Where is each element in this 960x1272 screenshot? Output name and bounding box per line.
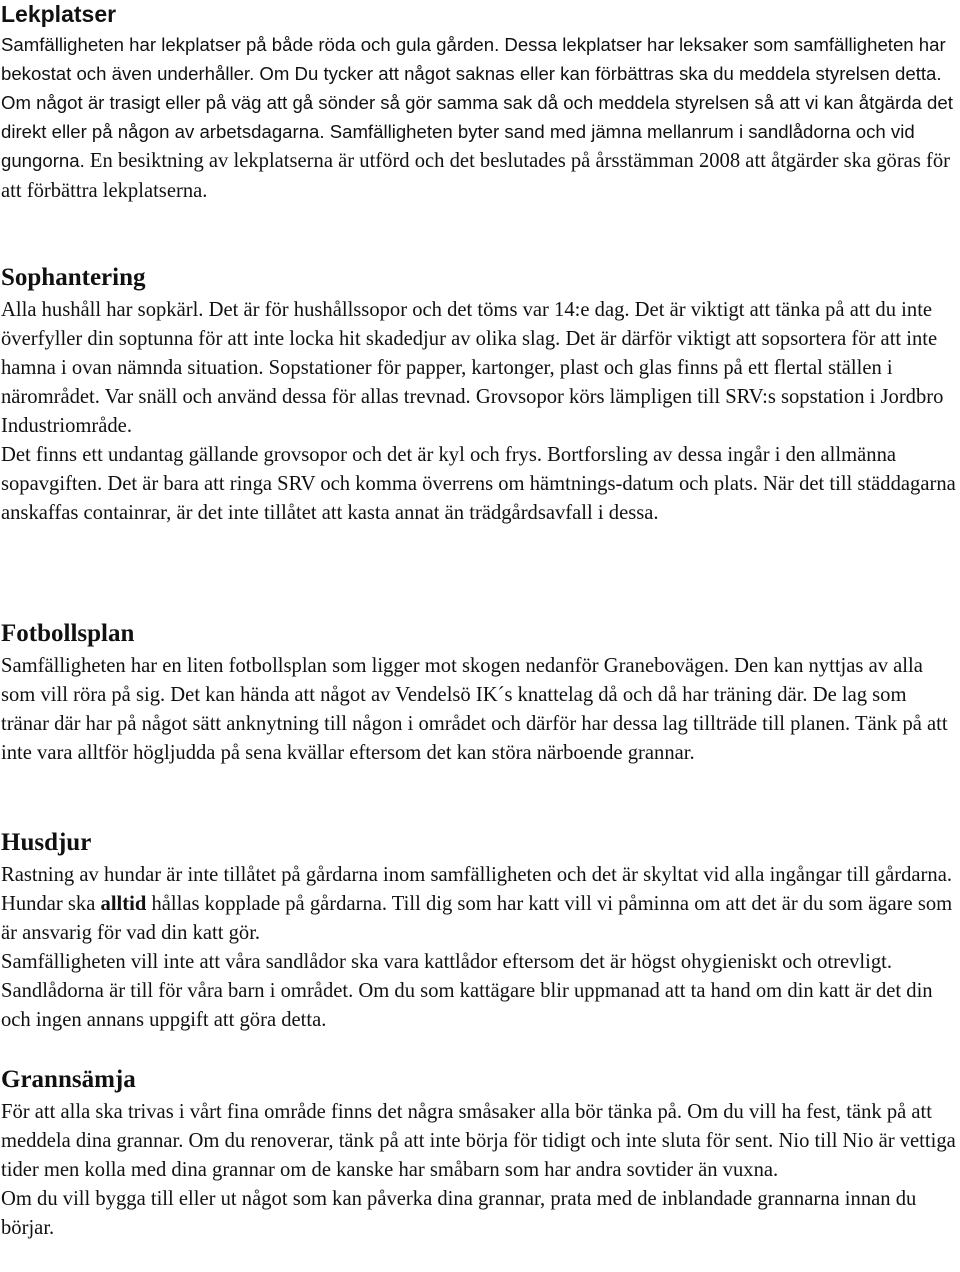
paragraph-text: hållas kopplade på gårdarna. Till dig som har katt vill vi påminna om att det är du som ägare som är ansvarig för vad din katt gör. — [1, 893, 953, 944]
section-heading: Sophantering — [1, 264, 146, 291]
section-sophantering — [1, 264, 958, 528]
section-lekplatser — [1, 0, 958, 206]
section-grannsamja — [1, 1066, 958, 1243]
section-paragraph: Det finns ett undantag gällande grovsopor och det är kyl och frys. Bortforsling av dessa ingår i den allmänna sopavgiften. Det är bara att ringa SRV och komma överrens om hämtnings-datum och plats. När det till städdagarna anskaffas containrar, är det inte tillåtet att kasta annat än trädgårdsavfall i dessa. — [1, 444, 956, 524]
section-fotbollsplan — [1, 620, 958, 768]
section-paragraph: Alla hushåll har sopkärl. Det är för hushållssopor och det töms var 14:e dag. Det är viktigt att tänka på att du inte överfyller din soptunna för att inte locka hit skadedjur av olika slag. Det är därför viktigt att sopsortera för att inte hamna i ovan nämnda situation. Sopstationer för papper, kartonger, plast och glas finns på ett flertal ställen i närområdet. Var snäll och använd dessa för allas trevnad. Grovsopor körs lämpligen till SRV:s sopstation i Jordbro Industriområde. — [1, 299, 944, 437]
paragraph-text: Rastning av hundar är inte tillåtet på gårdarna inom samfälligheten och det är skyltat vid alla ingångar till gårdarna. Hundar ska — [1, 864, 952, 915]
section-paragraph: Om du vill bygga till eller ut något som kan påverka dina grannar, prata med de inblandade grannarna innan du börjar. — [1, 1188, 917, 1239]
emphasis-text: alltid — [100, 893, 147, 915]
paragraph-serif-text: En besiktning av lekplatserna är utförd och det beslutades på årsstämman 2008 att åtgärder ska göras för att förbättra lekplatserna. — [1, 150, 951, 202]
section-heading: Fotbollsplan — [1, 620, 135, 647]
section-paragraph: Samfälligheten vill inte att våra sandlådor ska vara kattlådor eftersom det är högst ohygieniskt och otrevligt. Sandlådorna är till för våra barn i området. Om du som kattägare blir uppmanad att ta hand om din katt är det din och ingen annans uppgift att göra detta. — [1, 951, 933, 1031]
section-paragraph: För att alla ska trivas i vårt fina område finns det några småsaker alla bör tänka på. Om du vill ha fest, tänk på att meddela dina grannar. Om du renoverar, tänk på att inte börja för tidigt och inte sluta för sent. Nio till Nio är vettiga tider men kolla med dina grannar om de kanske har småbarn som har andra sovtider än vuxna. — [1, 1101, 956, 1181]
section-heading: Husdjur — [1, 829, 92, 856]
paragraph-sans-text: Samfälligheten har lekplatser på både röda och gula gården. Dessa lekplatser har leksaker som samfälligheten har bekostat och även underhåller. Om Du tycker att något saknas eller kan förbättras ska du meddela styrelsen detta. Om något är trasigt eller på väg att gå sönder så gör samma sak då och meddela styrelsen så att vi kan åtgärda det direkt eller på någon av arbetsdagarna. Samfälligheten byter sand med jämna mellanrum i sandlådorna och vid gungorna. — [1, 34, 953, 171]
section-paragraph — [1, 861, 958, 948]
section-heading: Lekplatser — [1, 1, 117, 27]
section-husdjur — [1, 829, 958, 1035]
section-paragraph: Samfälligheten har en liten fotbollsplan som ligger mot skogen nedanför Granebovägen. Den kan nyttjas av alla som vill röra på sig. Det kan hända att något av Vendelsö IK´s knattelag då och då har träning där. De lag som tränar där har på något sätt anknytning till någon i området och därför har dessa lag tillträde till planen. Tänk på att inte vara alltför högljudda på sena kvällar eftersom det kan störa närboende grannar. — [1, 655, 948, 764]
section-paragraph — [1, 30, 958, 206]
section-heading: Grannsämja — [1, 1066, 136, 1093]
